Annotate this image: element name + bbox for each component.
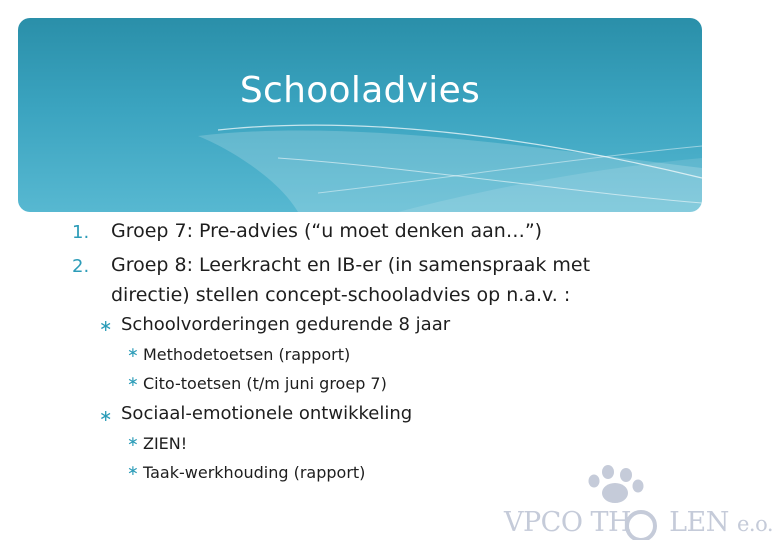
title-banner [18, 18, 702, 212]
page-title: Schooladvies [239, 70, 481, 111]
logo-text-part1: VPCO TH [504, 507, 632, 538]
item-text-continuation: directie) stellen concept-schooladvies op n.a.v. : [111, 284, 571, 306]
item-text: Groep 8: Leerkracht en IB-er (in samenspraak met [111, 254, 591, 276]
bullet-item: Sociaal-emotionele ontwikkeling [121, 403, 413, 424]
sub-bullet-item: Taak-werkhouding (rapport) [143, 463, 366, 482]
bullet-icon: ∗ [99, 406, 113, 425]
logo-text-part2: LEN [669, 507, 729, 538]
bullet-icon: ∗ [127, 463, 139, 479]
item-text: Groep 7: Pre-advies (“u moet denken aan…”) [111, 220, 543, 242]
vpco-logo [500, 455, 773, 540]
bullet-icon: ∗ [99, 316, 113, 335]
bullet-item: Schoolvorderingen gedurende 8 jaar [121, 314, 451, 335]
sub-bullet-item: ZIEN! [143, 434, 188, 453]
bullet-icon: ∗ [127, 374, 139, 390]
item-number: 1. [72, 222, 90, 243]
bullet-icon: ∗ [127, 434, 139, 450]
logo-suffix: e.o. [736, 512, 773, 536]
sub-bullet-item: Cito-toetsen (t/m juni groep 7) [143, 374, 387, 393]
item-number: 2. [72, 256, 90, 277]
logo-text [504, 507, 773, 538]
bullet-icon: ∗ [127, 345, 139, 361]
wave-decoration [18, 18, 702, 212]
sub-bullet-item: Methodetoetsen (rapport) [143, 345, 351, 364]
